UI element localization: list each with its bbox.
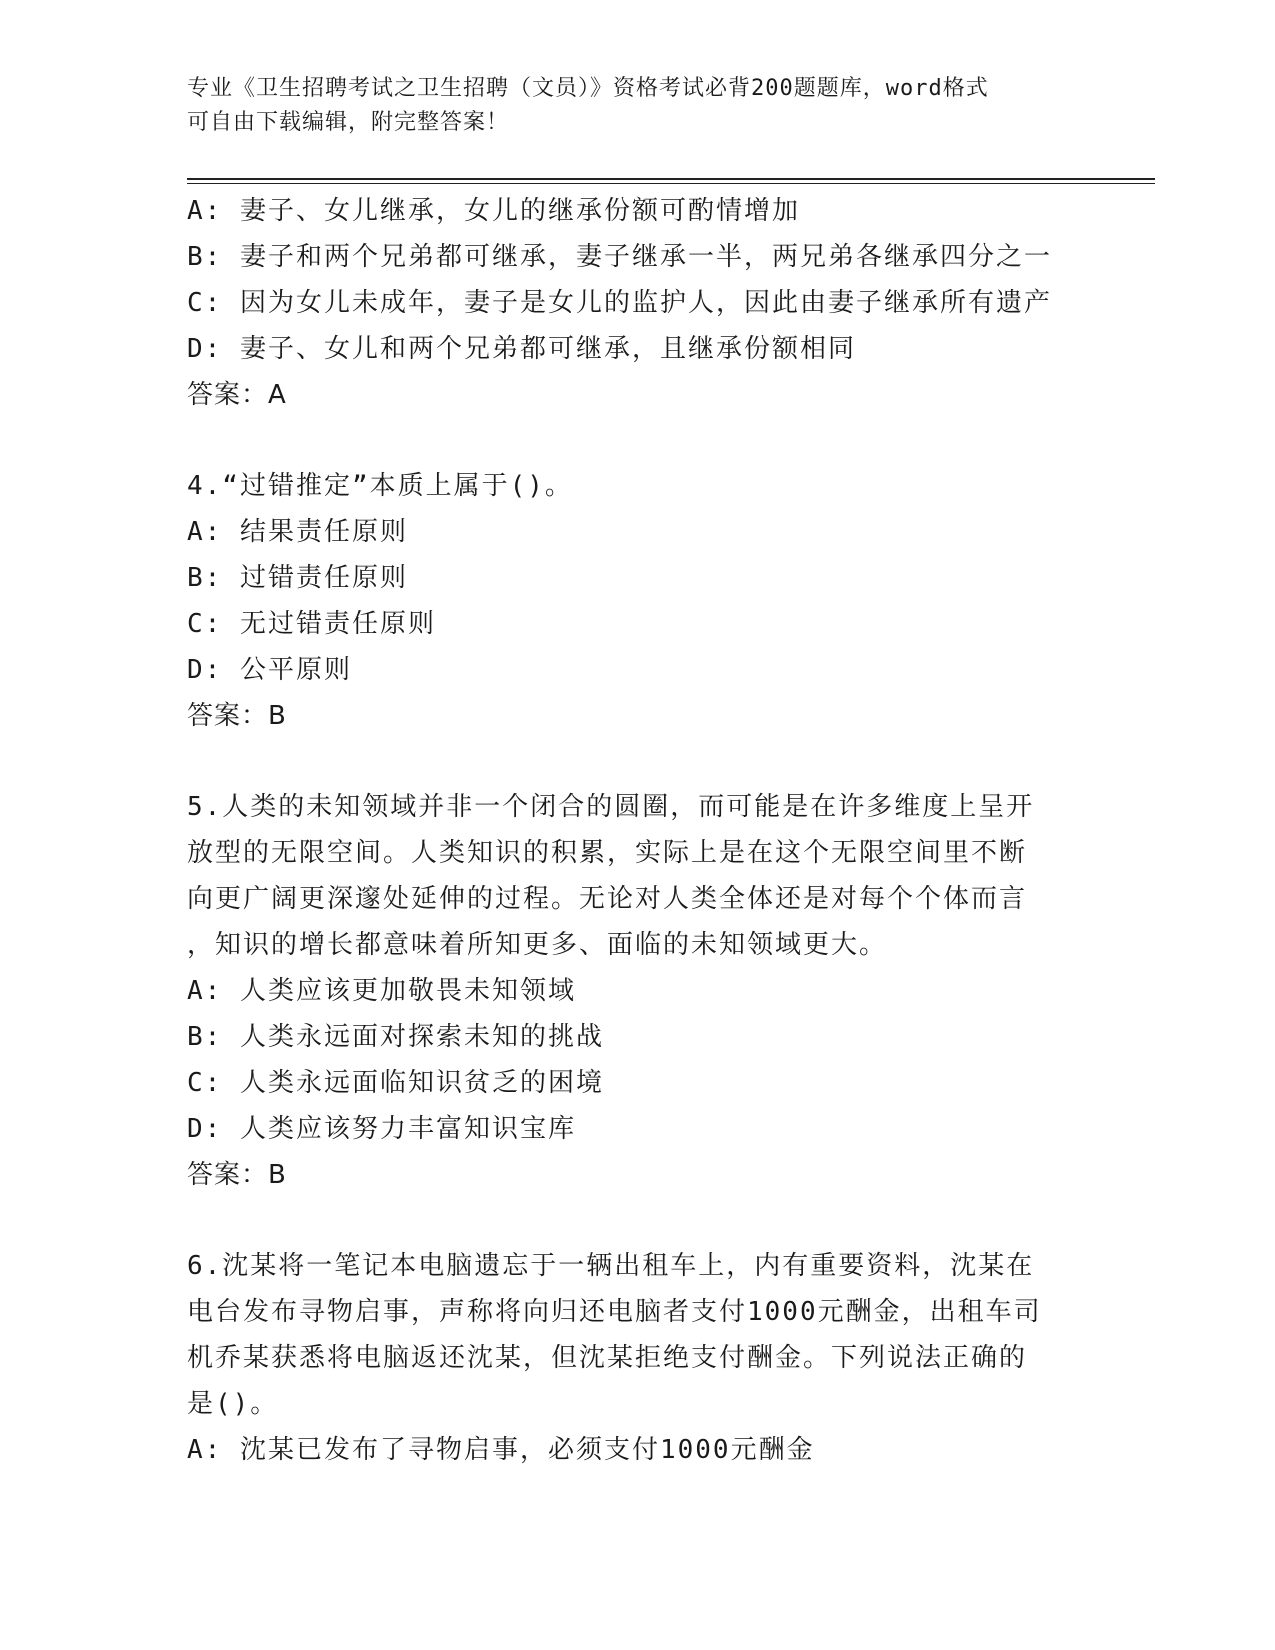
question-stem-line: 是()。 — [187, 1389, 279, 1419]
option-c: C: 人类永远面临知识贫乏的困境 — [187, 1068, 604, 1098]
document-header — [187, 72, 1087, 140]
option-b: B: 妻子和两个兄弟都可继承，妻子继承一半，两兄弟各继承四分之一 — [187, 242, 1052, 272]
option-a: A: 妻子、女儿继承，女儿的继承份额可酌情增加 — [187, 196, 800, 226]
question-stem-line: 向更广阔更深邃处延伸的过程。无论对人类全体还是对每个个体而言 — [187, 884, 1028, 914]
question-3 — [187, 188, 1087, 418]
question-5 — [187, 784, 1087, 1198]
option-a: A: 沈某已发布了寻物启事，必须支付1000元酬金 — [187, 1435, 815, 1465]
option-c: C: 因为女儿未成年，妻子是女儿的监护人，因此由妻子继承所有遗产 — [187, 288, 1052, 318]
question-stem-line: 6.沈某将一笔记本电脑遗忘于一辆出租车上，内有重要资料，沈某在 — [187, 1251, 1035, 1281]
question-stem: 4.“过错推定”本质上属于()。 — [187, 471, 573, 501]
option-d: D: 人类应该努力丰富知识宝库 — [187, 1114, 576, 1144]
option-d: D: 公平原则 — [187, 655, 352, 685]
answer-label: 答案：A — [187, 380, 287, 410]
option-c: C: 无过错责任原则 — [187, 609, 436, 639]
spacer — [187, 739, 1087, 784]
question-6 — [187, 1243, 1087, 1473]
question-4 — [187, 463, 1087, 739]
option-b: B: 过错责任原则 — [187, 563, 408, 593]
question-stem-line: 机乔某获悉将电脑返还沈某，但沈某拒绝支付酬金。下列说法正确的 — [187, 1343, 1028, 1373]
question-stem-line: 放型的无限空间。人类知识的积累，实际上是在这个无限空间里不断 — [187, 838, 1028, 868]
answer-label: 答案：B — [187, 1160, 287, 1190]
header-divider-thin — [187, 183, 1155, 184]
spacer — [187, 418, 1087, 463]
option-a: A: 结果责任原则 — [187, 517, 408, 547]
header-title-line-1: 专业《卫生招聘考试之卫生招聘（文员）》资格考试必背200题题库，word格式 — [187, 76, 989, 101]
question-list — [187, 188, 1087, 1473]
option-d: D: 妻子、女儿和两个兄弟都可继承，且继承份额相同 — [187, 334, 856, 364]
spacer — [187, 1198, 1087, 1243]
header-divider-thick — [187, 178, 1155, 180]
question-stem-line: ，知识的增长都意味着所知更多、面临的未知领域更大。 — [187, 930, 888, 960]
question-stem-line: 5.人类的未知领域并非一个闭合的圆圈，而可能是在许多维度上呈开 — [187, 792, 1035, 822]
option-b: B: 人类永远面对探索未知的挑战 — [187, 1022, 604, 1052]
option-a: A: 人类应该更加敬畏未知领域 — [187, 976, 576, 1006]
header-title-line-2: 可自由下载编辑，附完整答案！ — [187, 110, 510, 135]
answer-label: 答案：B — [187, 701, 287, 731]
question-stem-line: 电台发布寻物启事，声称将向归还电脑者支付1000元酬金，出租车司 — [187, 1297, 1042, 1327]
